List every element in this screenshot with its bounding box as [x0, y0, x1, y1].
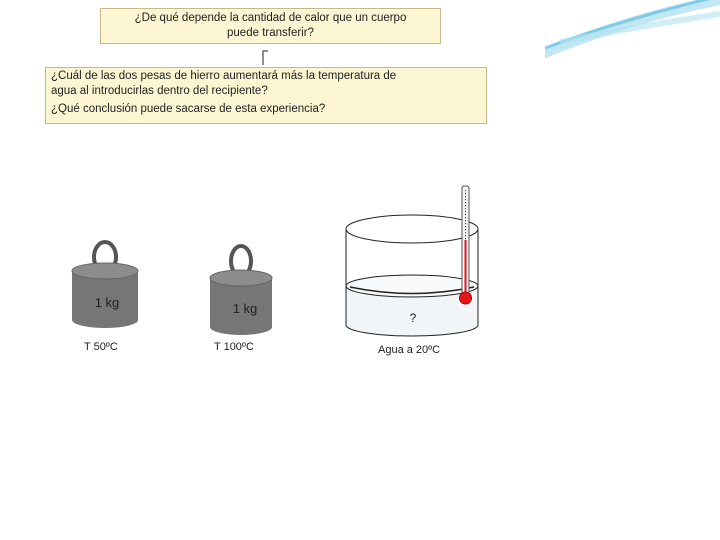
connector-arrow [258, 48, 270, 66]
question-top-box [100, 8, 441, 44]
iron-weight-right [210, 246, 272, 335]
water-container [346, 215, 478, 336]
weight-left-mass-label: 1 kg [94, 295, 120, 310]
thermometer-bulb [460, 292, 472, 304]
question-main-box [45, 67, 487, 124]
weight-left-temp-label: T 50ºC [84, 341, 118, 353]
iron-weight-left [72, 242, 138, 328]
question-main-line-2: agua al introducirlas dentro del recipiente? [51, 85, 268, 97]
question-top-line-1: ¿De qué depende la cantidad de calor que un cuerpo [134, 12, 407, 24]
unknown-temperature-label: ? [409, 311, 417, 325]
container-rim [346, 215, 478, 243]
experiment-diagram [0, 130, 545, 392]
question-main-line-3: ¿Qué conclusión puede sacarse de esta experiencia? [51, 103, 326, 115]
water-temperature-label: Agua a 20ºC [378, 344, 441, 356]
question-main-line-1: ¿Cuál de las dos pesas de hierro aumentará más la temperatura de [51, 70, 397, 82]
weight-right-temp-label: T 100ºC [214, 341, 254, 353]
question-top-line-2: puede transferir? [227, 27, 314, 39]
weight-right-mass-label: 1 kg [232, 301, 258, 316]
